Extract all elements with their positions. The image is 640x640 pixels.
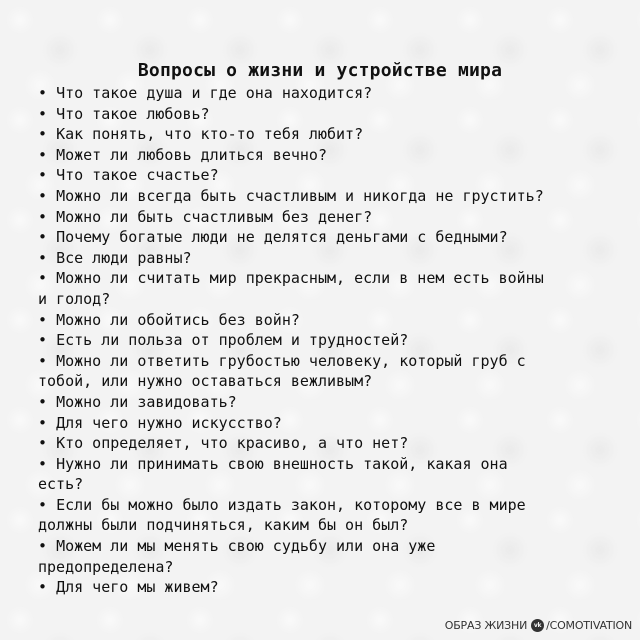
question-list [38,83,618,598]
list-item: • Можно ли ответить грубостью человеку, который груб с тобой, или нужно оставаться вежливым? [38,351,526,391]
watermark-right: /COMOTIVATION [546,618,632,632]
list-item: • Все люди равны? [38,248,192,267]
document-title: Вопросы о жизни и устройстве мира [137,60,503,81]
list-item: • Что такое счастье? [38,166,219,185]
list-item: • Можно ли всегда быть счастливым и никогда не грустить? [38,186,544,205]
list-item: • Для чего мы живем? [38,578,219,597]
list-item: • Что такое душа и где она находится? [38,84,373,102]
list-item: • Если бы можно было издать закон, которому все в мире должны были подчиняться, каким бы он был? [38,495,526,535]
list-item: • Может ли любовь длиться вечно? [38,145,327,164]
watermark [445,614,632,636]
list-item: • Для чего нужно искусство? [38,413,282,432]
list-item: • Что такое любовь? [38,104,210,123]
list-item: • Почему богатые люди не делятся деньгами с бедными? [38,228,508,247]
vk-icon: vk [531,619,544,632]
list-item: • Есть ли польза от проблем и трудностей? [38,331,409,350]
watermark-left: ОБРАЗ ЖИЗНИ [444,618,528,632]
list-item: • Можем ли мы менять свою судьбу или она уже предопределена? [38,537,436,576]
list-item: • Можно ли быть счастливым без денег? [38,207,373,226]
list-item: • Можно ли обойтись без войн? [38,310,300,329]
list-item: • Нужно ли принимать свою внешность такой, какая она есть? [38,454,508,494]
list-item: • Кто определяет, что красиво, а что нет? [38,434,409,453]
list-item: • Можно ли завидовать? [38,392,237,411]
list-item: • Можно ли считать мир прекрасным, если в нем есть войны и голод? [38,269,544,308]
list-item: • Как понять, что кто-то тебя любит? [38,125,364,144]
